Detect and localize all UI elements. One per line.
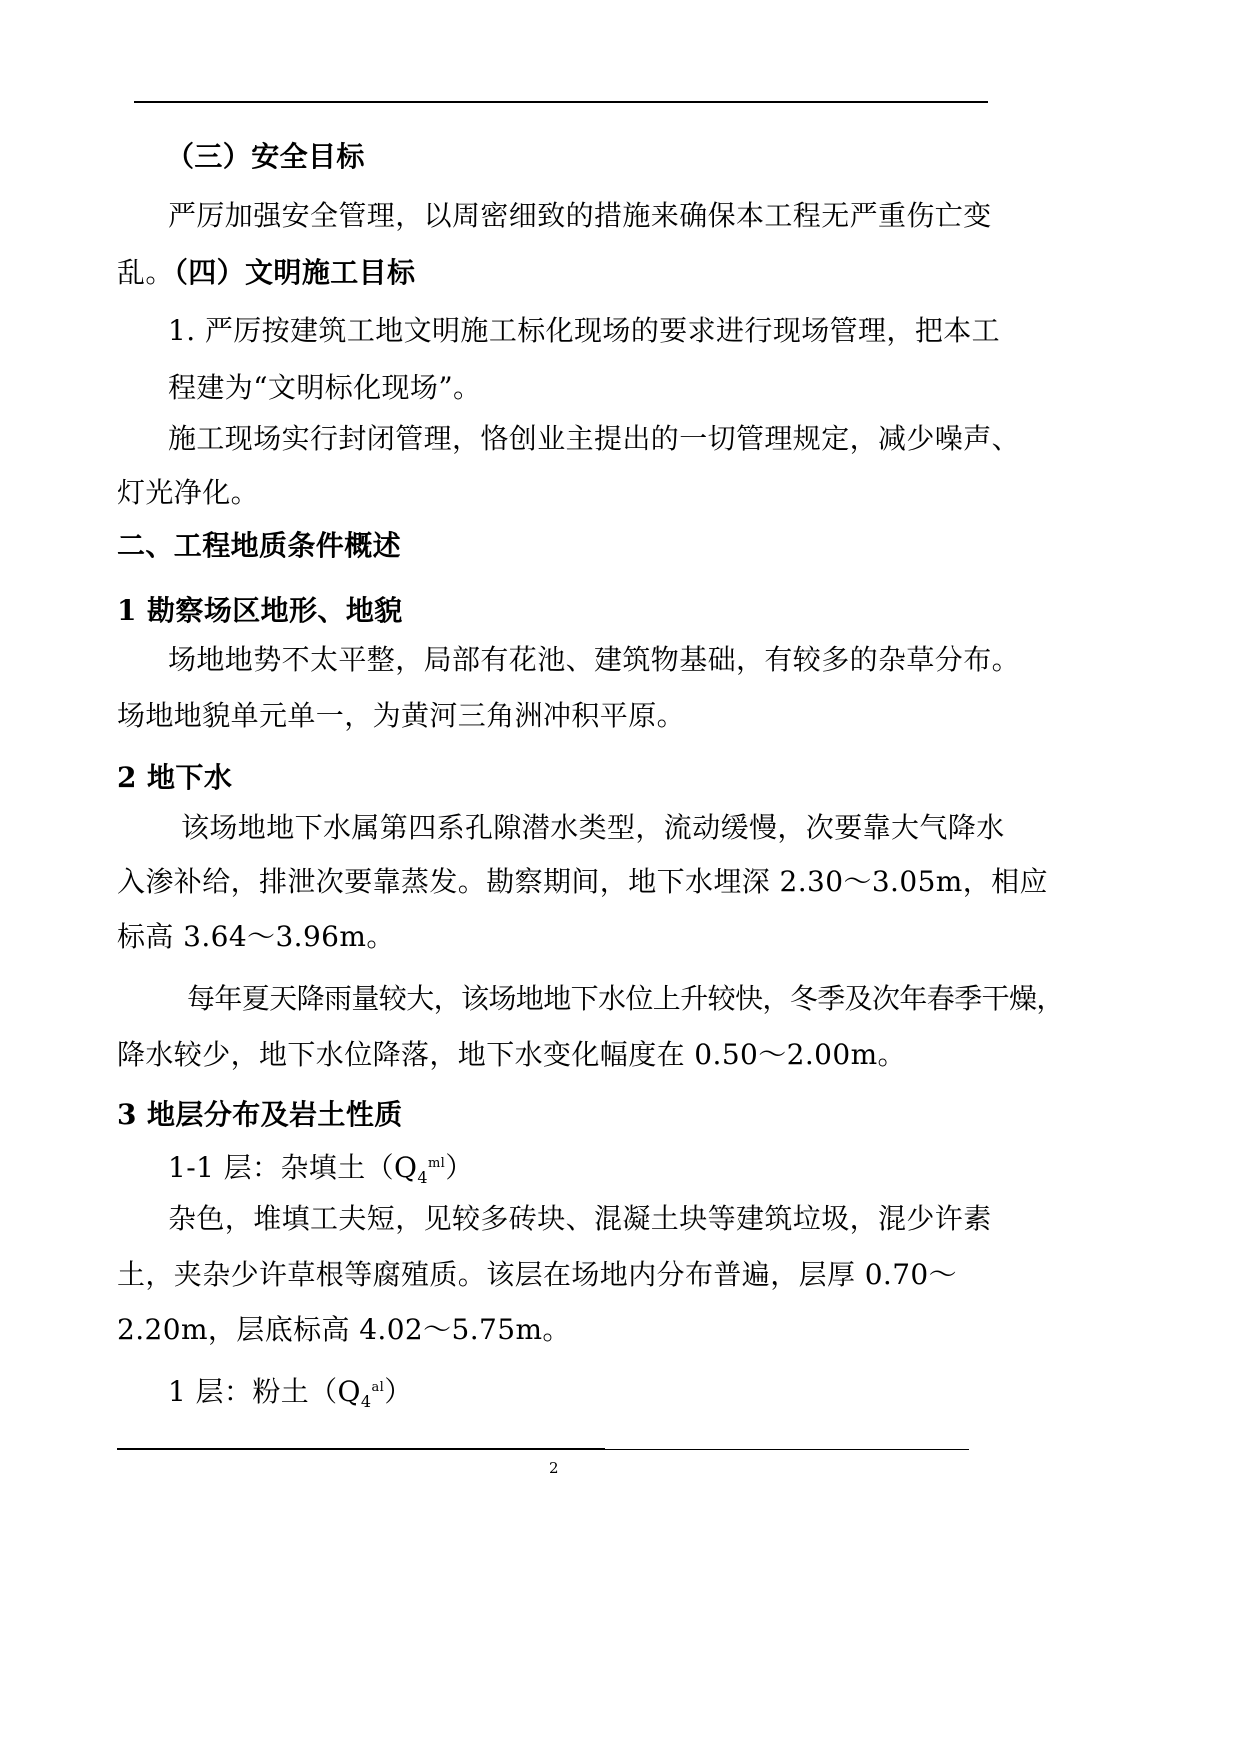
paragraph-line: 该场地地下水属第四系孔隙潜水类型，流动缓慢，次要靠大气降水	[181, 811, 1005, 844]
paragraph-line: 程建为“文明标化现场”。	[168, 371, 482, 404]
paragraph-line: 降水较少，地下水位降落，地下水变化幅度在 0.50～2.00m。	[117, 1038, 906, 1071]
paragraph-line: 施工现场实行封闭管理，恪创业主提出的一切管理规定，减少噪声、	[168, 422, 1021, 455]
heading-groundwater: 2 地下水	[117, 761, 233, 794]
section-title-civilized: （四）文明施工目标	[173, 256, 416, 289]
section-title-safety: （三）安全目标	[166, 140, 365, 173]
paragraph-line: 杂色，堆填工夫短，见较多砖块、混凝土块等建筑垃圾，混少许素	[168, 1202, 992, 1235]
paragraph-line: 2.20m，层底标高 4.02～5.75m。	[117, 1313, 571, 1346]
text-fragment: 1 层：粉土（Q	[168, 1375, 361, 1408]
paragraph-line: 1. 严厉按建筑工地文明施工标化现场的要求进行现场管理，把本工	[168, 314, 1001, 347]
layer-label-1	[168, 1368, 413, 1422]
heading-terrain: 1 勘察场区地形、地貌	[117, 594, 403, 627]
heading-strata: 3 地层分布及岩土性质	[117, 1098, 403, 1131]
chapter-title-geology: 二、工程地质条件概述	[117, 529, 402, 562]
subscript: 4	[417, 1168, 428, 1187]
text-fragment: 乱。	[117, 256, 174, 289]
text-fragment: 1-1 层：杂填土（Q	[168, 1151, 418, 1184]
superscript: al	[371, 1380, 385, 1395]
paragraph-line	[117, 253, 415, 293]
paragraph-line: 场地地势不太平整，局部有花池、建筑物基础，有较多的杂草分布。	[168, 643, 1021, 676]
paragraph-line: 场地地貌单元单一，为黄河三角洲冲积平原。	[117, 699, 686, 732]
paragraph-line: 严厉加强安全管理，以周密细致的措施来确保本工程无严重伤亡变	[168, 199, 992, 232]
paragraph-line: 土，夹杂少许草根等腐殖质。该层在场地内分布普遍，层厚 0.70～	[117, 1258, 958, 1291]
text-fragment: ）	[445, 1151, 474, 1184]
subscript: 4	[360, 1392, 372, 1411]
layer-label-1-1	[168, 1144, 474, 1198]
page-number: 2	[549, 1459, 559, 1477]
header-rule	[134, 101, 988, 103]
paragraph-line: 灯光净化。	[117, 476, 260, 509]
paragraph-line: 入渗补给，排泄次要靠蒸发。勘察期间，地下水埋深 2.30～3.05m，相应	[117, 865, 1048, 898]
footer-rule-thick	[117, 1448, 605, 1450]
text-fragment: ）	[384, 1375, 413, 1408]
paragraph-line: 每年夏天降雨量较大，该场地地下水位上升较快，冬季及次年春季干燥，	[187, 982, 1064, 1015]
paragraph-line: 标高 3.64～3.96m。	[117, 920, 395, 953]
superscript: ml	[427, 1156, 446, 1171]
